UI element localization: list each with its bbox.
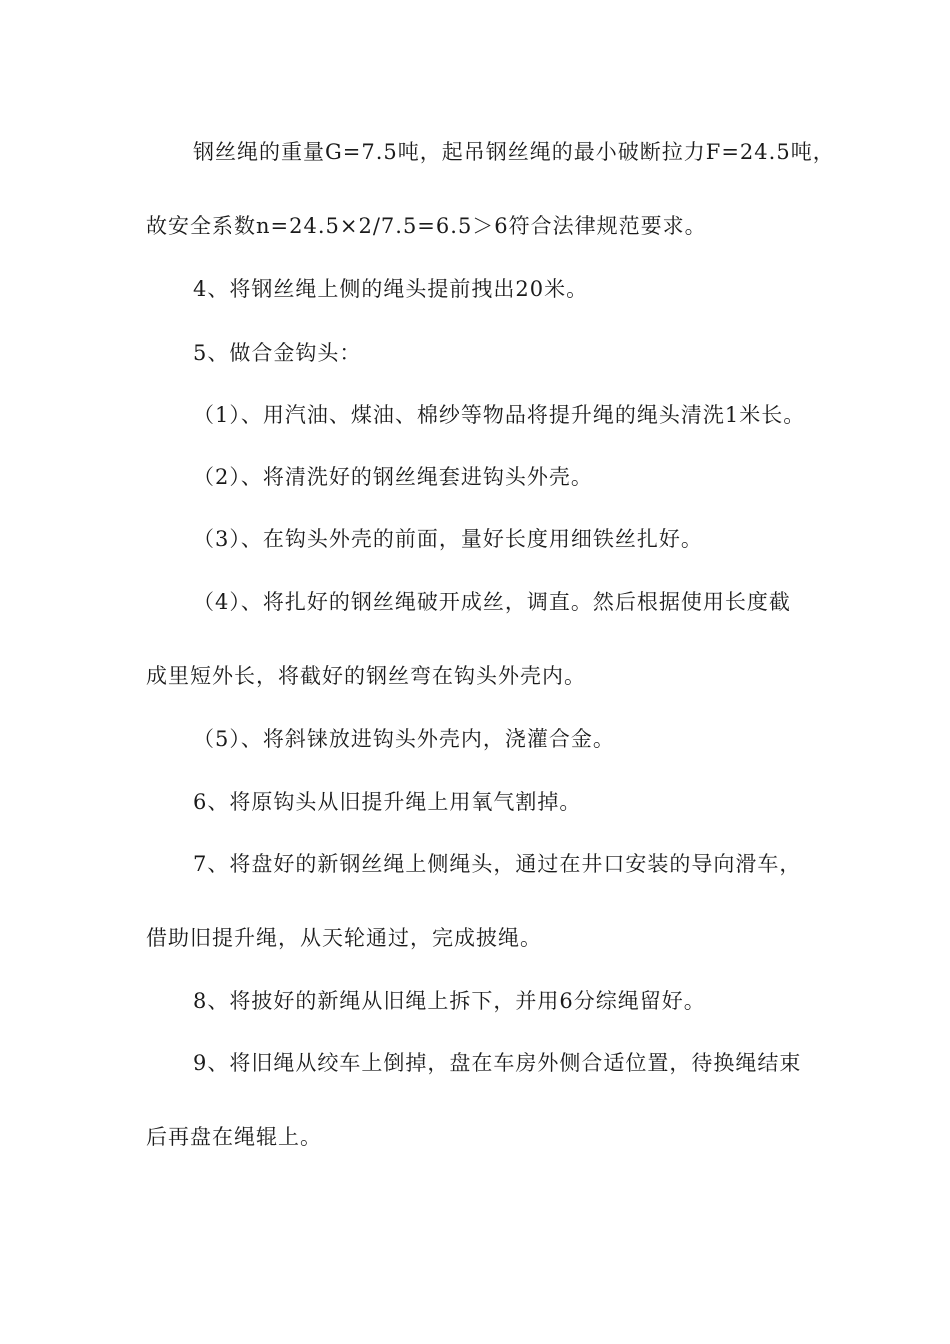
text-line-step-7: 7、将盘好的新钢丝绳上侧绳头，通过在井口安装的导向滑车，: [193, 852, 802, 876]
text-line-step-5: 5、做合金钩头：: [193, 341, 362, 365]
text-line-step-4: 4、将钢丝绳上侧的绳头提前拽出20米。: [193, 277, 589, 301]
text-line-substep-4-cont: 成里短外长，将截好的钢丝弯在钩头外壳内。: [146, 664, 586, 688]
text-line-substep-1: （1）、用汽油、煤油、棉纱等物品将提升绳的绳头清洗1米长。: [193, 403, 806, 427]
text-line-step-9: 9、将旧绳从绞车上倒掉，盘在车房外侧合适位置，待换绳结束: [193, 1051, 802, 1075]
text-line-step-8: 8、将披好的新绳从旧绳上拆下，并用6分综绳留好。: [193, 989, 706, 1013]
text-line-substep-2: （2）、将清洗好的钢丝绳套进钩头外壳。: [193, 465, 593, 489]
text-line-substep-4: （4）、将扎好的钢丝绳破开成丝，调直。然后根据使用长度截: [193, 590, 791, 614]
text-line-step-7-cont: 借助旧提升绳，从天轮通过，完成披绳。: [146, 926, 542, 950]
text-line-safety-factor: 故安全系数n=24.5×2/7.5=6.5＞6符合法律规范要求。: [146, 214, 707, 238]
text-line-safety-weight: 钢丝绳的重量G=7.5吨，起吊钢丝绳的最小破断拉力F=24.5吨，: [193, 140, 835, 164]
text-line-step-6: 6、将原钩头从旧提升绳上用氧气割掉。: [193, 790, 582, 814]
text-line-substep-3: （3）、在钩头外壳的前面，量好长度用细铁丝扎好。: [193, 527, 703, 551]
text-line-step-9-cont: 后再盘在绳辊上。: [146, 1125, 322, 1149]
text-line-substep-5: （5）、将斜铼放进钩头外壳内，浇灌合金。: [193, 727, 615, 751]
